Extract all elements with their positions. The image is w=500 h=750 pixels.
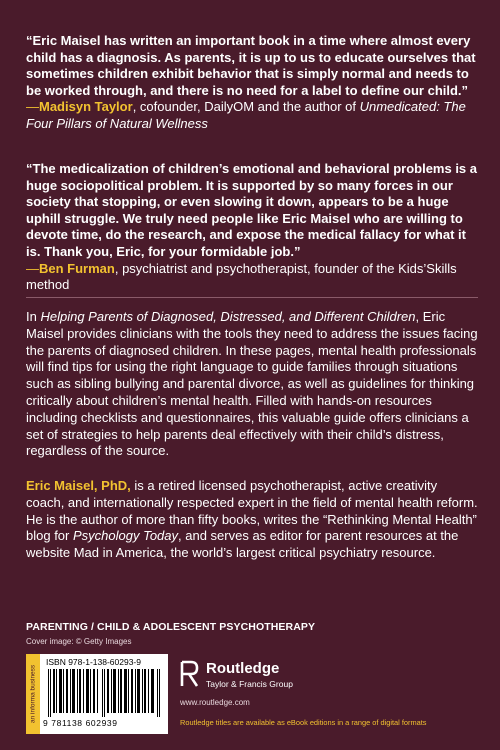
description-text — [26, 309, 478, 460]
author-bio-text — [26, 478, 478, 562]
description-prefix: In — [26, 309, 41, 324]
quote-2-text: “The medicalization of children’s emotional and behavioral problems is a huge sociopolitical problem. It is supported by so many forces in our society that stopping, or even slowing it down, appears to be a huge uphill struggle. We truly need people like Eric Maisel who are willing to devote time, do the research, and expose the medical fallacy for what it is. Thank you, Eric, for your formidable job.” — [26, 161, 478, 259]
barcode-icon — [46, 669, 164, 717]
publisher-url[interactable]: www.routledge.com — [180, 698, 250, 707]
author-name: Eric Maisel, PhD, — [26, 478, 131, 493]
description-rest: , Eric Maisel provides clinicians with the tools they need to address the issues facing the parents of diagnosed children. In these pages, mental health professionals will find tips for using the right language to guide families through situations such as sibling bullying and parental divorce, as well as guidelines for thinking critically about children’s mental health. Filled with hands-on resources including checklists and questionnaires, this valuable guide offers clinicians a set of strategies to help parents deal effectively with their child’s distress, regardless of the source. — [26, 309, 478, 459]
quote-1-text: “Eric Maisel has written an important book in a time where almost every child has a diagnosis. As parents, it is up to us to educate ourselves that sometimes children exhibit behavior that is simply normal and needs to be worked through, and there is no need for a label to define our child.” — [26, 33, 476, 98]
author-bio-part1: is a retired licensed psychotherapist, active creativity coach, and internationally respected expert in the field of mental health reform. He is the author of more than fifty books, writes the “Rethinking Mental Health” blog for — [26, 478, 478, 544]
quote-1-role: , cofounder, DailyOM and the author of — [132, 99, 360, 115]
routledge-logo-icon — [180, 660, 200, 688]
description — [26, 309, 478, 460]
cover-credit: Cover image: © Getty Images — [26, 637, 132, 646]
divider — [26, 297, 478, 298]
quote-1-author: Madisyn Taylor — [39, 99, 133, 115]
publisher-block — [180, 660, 380, 710]
author-bio — [26, 478, 478, 562]
isbn-label: ISBN 978-1-138-60293-9 — [46, 657, 141, 667]
informa-tagline: an informa business — [29, 664, 37, 724]
publisher-name: Routledge — [206, 660, 280, 677]
quote-2 — [26, 161, 478, 294]
quote-2-role: , psychiatrist and psychotherapist, founder of the Kids’Skills method — [26, 260, 457, 293]
quote-2-author: Ben Furman — [39, 260, 115, 276]
magazine-name: Psychology Today — [72, 528, 179, 544]
publisher-group: Taylor & Francis Group — [206, 679, 293, 689]
ebook-note: Routledge titles are available as eBook editions in a range of digital formats — [180, 718, 427, 727]
quote-1 — [26, 33, 478, 133]
quote-1-attribution: —Madisyn Taylor, cofounder, DailyOM and the author of Unmedicated: The Four Pillars of Natural Wellness — [26, 99, 466, 131]
barcode-panel — [26, 654, 168, 734]
quote-2-attribution: —Ben Furman, psychiatrist and psychotherapist, founder of the Kids’Skills method — [26, 260, 457, 293]
barcode-number: 9 781138 602939 — [43, 718, 118, 728]
book-title: Helping Parents of Diagnosed, Distressed, and Different Children — [40, 309, 416, 324]
barcode-area — [40, 654, 168, 734]
quote-1-book: Unmedicated: The Four Pillars of Natural Wellness — [26, 99, 466, 131]
author-bio-part2: , and serves as editor for parent resources at the website Mad in America, the world’s largest critical psychiatry resource. — [26, 528, 459, 561]
category-label: PARENTING / CHILD & ADOLESCENT PSYCHOTHERAPY — [26, 621, 316, 633]
